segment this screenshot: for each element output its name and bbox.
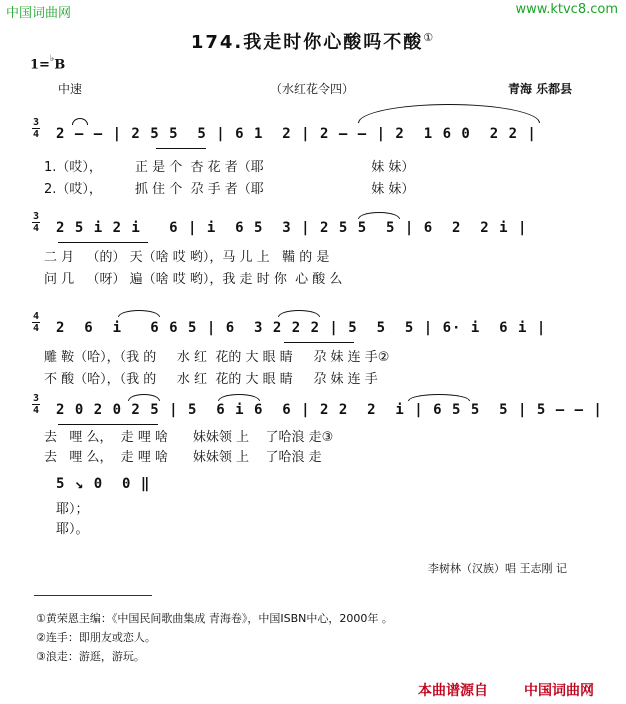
slur-arc: [408, 394, 470, 401]
source-label: 本曲谱源自: [418, 683, 488, 699]
tie-arc: [358, 104, 540, 123]
time-signature: [32, 312, 40, 333]
flat-symbol: ♭: [49, 54, 55, 64]
footnote-2: ②连手：即朋友或恋人。: [36, 631, 156, 644]
lyrics-verse-1-row-3: 雕 鞍（哈），（我 的 水 红 花的 大 眼 睛 尕 妹 连 手②: [44, 350, 390, 365]
time-signature: [32, 212, 40, 233]
footnote-1: ①黄荣恩主编：《中国民间歌曲集成 青海卷》，中国ISBN中心，2000年 。: [36, 612, 393, 625]
ts-bottom: 4: [32, 405, 40, 416]
lyrics-verse-1-row-1: 1.（哎）， 正 是 个 杏 花 者（耶 妹 妹）: [44, 160, 415, 175]
fermata-arc: [72, 118, 88, 125]
ts-bottom: 4: [32, 129, 40, 140]
source-site-name[interactable]: 中国词曲网: [524, 683, 594, 699]
page-title: [0, 28, 626, 54]
watermark-site-url[interactable]: www.ktvc8.com: [515, 2, 618, 17]
staff-notes: 2 0 2 0 2 5 | 5 6 i 6 6 | 2 2 2 i | 6 5 5 5 | 5 — — |: [56, 402, 603, 418]
time-signature: [32, 118, 40, 139]
title-text: 174.我走时你心酸吗不酸: [190, 32, 424, 53]
staff-notes: 2 5 i 2 i 6 | i 6 5 3 | 2 5 5 5 | 6 2 2 i |: [56, 220, 528, 236]
beam-underline: [284, 342, 354, 343]
beam-underline: [156, 148, 206, 149]
ts-top: 3: [32, 393, 40, 404]
lyrics-verse-1-row-2: 二 月 （的） 天（啥 哎 哟），马 儿 上 鞴 的 是: [44, 250, 330, 265]
slur-arc: [358, 212, 400, 219]
staff-notes: 2 6 i 6 6 5 | 6 3 2 2 2 | 5 5 5 | 6· i 6 i |: [56, 320, 547, 336]
time-signature: [32, 394, 40, 415]
lyrics-verse-2-row-3: 不 酸（哈），（我 的 水 红 花的 大 眼 睛 尕 妹 连 手: [44, 372, 378, 387]
slur-arc: [278, 310, 320, 317]
lyrics-verse-2-row-1: 2.（哎）， 抓 住 个 尕 手 者（耶 妹 妹）: [44, 182, 415, 197]
beam-underline: [58, 424, 158, 425]
lyrics-verse-2-row-5: 耶）。: [56, 522, 89, 537]
lyrics-verse-1-row-4: 去 哩 么， 走 哩 啥 妹妹领 上 了哈浪 走③: [44, 430, 334, 445]
key-prefix: 1=: [30, 57, 50, 73]
key-note: B: [54, 57, 66, 73]
lyrics-verse-2-row-2: 问 几 （呀） 遍（啥 哎 哟），我 走 时 你 心 酸 么: [44, 272, 343, 287]
slur-arc: [118, 310, 160, 317]
ts-top: 3: [32, 117, 40, 128]
ts-top: 4: [32, 311, 40, 322]
tempo-marking: 中速: [58, 82, 83, 96]
ts-bottom: 4: [32, 223, 40, 234]
watermark-site-name: 中国词曲网: [6, 6, 72, 21]
lyrics-verse-2-row-4: 去 哩 么， 走 哩 啥 妹妹领 上 了哈浪 走: [44, 450, 322, 465]
footnote-divider: [34, 595, 152, 596]
staff-notes: 5 ↘ 0 0 ‖: [56, 476, 151, 492]
tune-name: （水红花令四）: [270, 82, 355, 96]
slur-arc: [218, 394, 260, 401]
footnote-3: ③浪走：游逛，游玩。: [36, 650, 145, 663]
slur-arc: [128, 394, 160, 401]
staff-notes: 2 — — | 2 5 5 5 | 6 1 2 | 2 — — | 2 1 6 0 2 2 |: [56, 126, 537, 142]
ts-top: 3: [32, 211, 40, 222]
title-footnote-mark: ①: [423, 31, 436, 44]
notation-staff-5: [28, 468, 608, 512]
lyrics-verse-1-row-5: 耶）；: [56, 502, 89, 517]
region-label: 青海 乐都县: [508, 82, 573, 96]
beam-underline: [58, 242, 148, 243]
ts-bottom: 4: [32, 323, 40, 334]
key-signature: [30, 56, 65, 72]
performer-credit: 李树林（汉族）唱 王志刚 记: [428, 562, 567, 575]
